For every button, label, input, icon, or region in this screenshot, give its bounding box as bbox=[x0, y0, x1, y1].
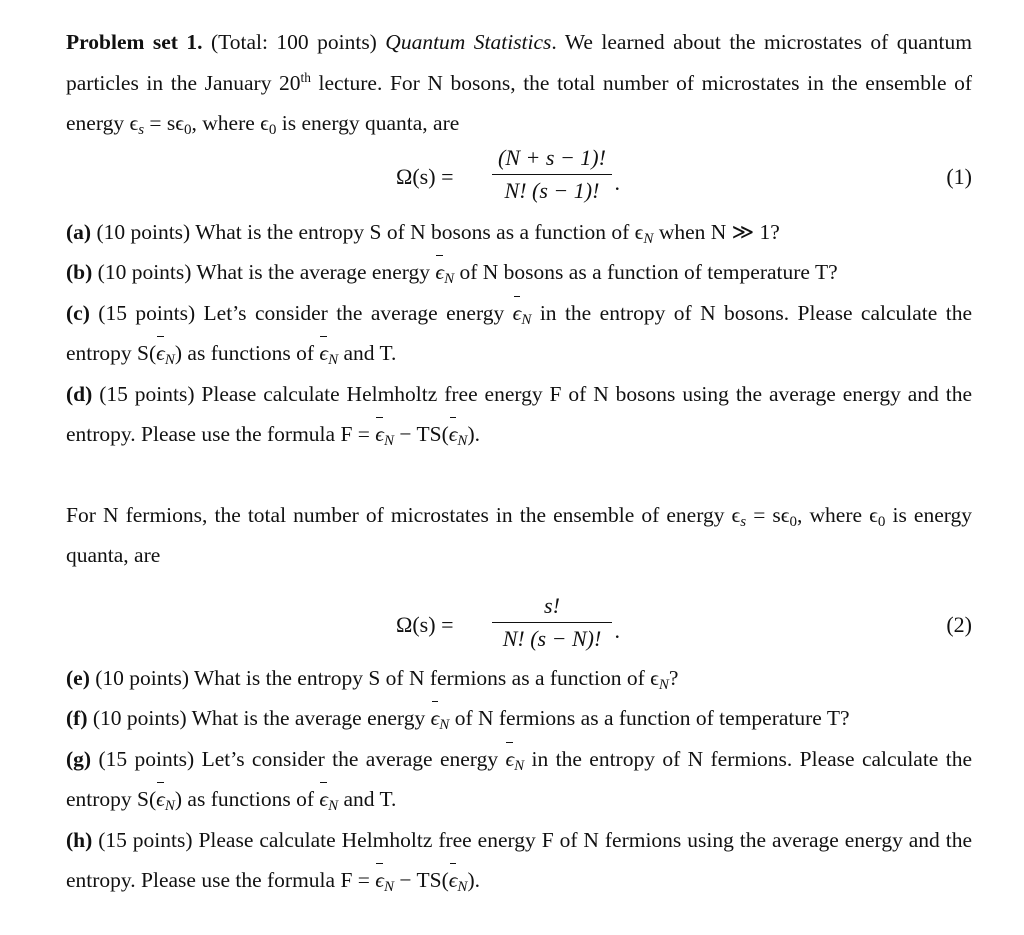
question-h: (h) (15 points) Please calculate Helmholtz free energy F of N fermions using the average energy and the entropy. Please use the formula $F = \epsilon_N - TS(\epsilon_N)$. bbox=[66, 820, 972, 901]
question-e: (e) (10 points) What is the entropy S of N fermions as a function of $\epsilon_N$? bbox=[66, 665, 679, 693]
problem-set bbox=[66, 22, 972, 901]
fermion-intro: For N fermions, the total number of microstates in the ensemble of energy $\epsilon_s = s\epsilon_0$, where $\epsilon_0$ is energy quanta, are bbox=[66, 502, 973, 567]
question-f: (f) (10 points) What is the average energy $\epsilon_N$ of N fermions as a function of temperature T? bbox=[66, 698, 972, 739]
question-c: (c) (15 points) Let’s consider the average energy $\epsilon_N$ in the entropy of N bosons. Please calculate the entropy $S(\epsilon_N)$ as functions of $\epsilon_N$ and T. bbox=[66, 293, 972, 374]
topic: Quantum Statistics bbox=[385, 30, 552, 54]
question-g: (g) (15 points) Let’s consider the average energy $\epsilon_N$ in the entropy of N fermions. Please calculate the entropy $S(\epsilon_N)$ as functions of $\epsilon_N$ and T. bbox=[66, 739, 972, 820]
equation-1: Ω(s) = (N + s − 1)! N! (s − 1)! . (1) bbox=[396, 144, 972, 203]
equation-1-fraction: (N + s − 1)! N! (s − 1)! . bbox=[492, 144, 612, 205]
equation-1-number: (1) bbox=[946, 163, 972, 189]
equation-2-number: (2) bbox=[946, 611, 972, 637]
equation-2-fraction: s! N! (s − N)! . bbox=[492, 592, 612, 653]
equation-2: Ω(s) = s! N! (s − N)! . (2) bbox=[396, 592, 972, 651]
question-b: (b) (10 points) What is the average energy $\epsilon_N$ of N bosons as a function of temperature T? bbox=[66, 252, 972, 293]
question-d: (d) (15 points) Please calculate Helmholtz free energy F of N bosons using the average energy and the entropy. Please use the formula $F = \epsilon_N - TS(\epsilon_N)$. bbox=[66, 374, 972, 455]
boson-intro: Problem set 1. (Total: 100 points) Quantum Statistics. We learned about the microstates of quantum particles in the January 20th lecture. For N bosons, the total number of microstates in the ensemble of energy $\epsilon_s = s\epsilon_0$, where $\epsilon_0$ is energy quanta, are bbox=[66, 30, 973, 138]
question-a: (a) (10 points) What is the entropy S of N bosons as a function of $\epsilon_N$ when N ≫ 1? bbox=[66, 219, 780, 247]
problem-title: Problem set 1. bbox=[66, 30, 203, 54]
